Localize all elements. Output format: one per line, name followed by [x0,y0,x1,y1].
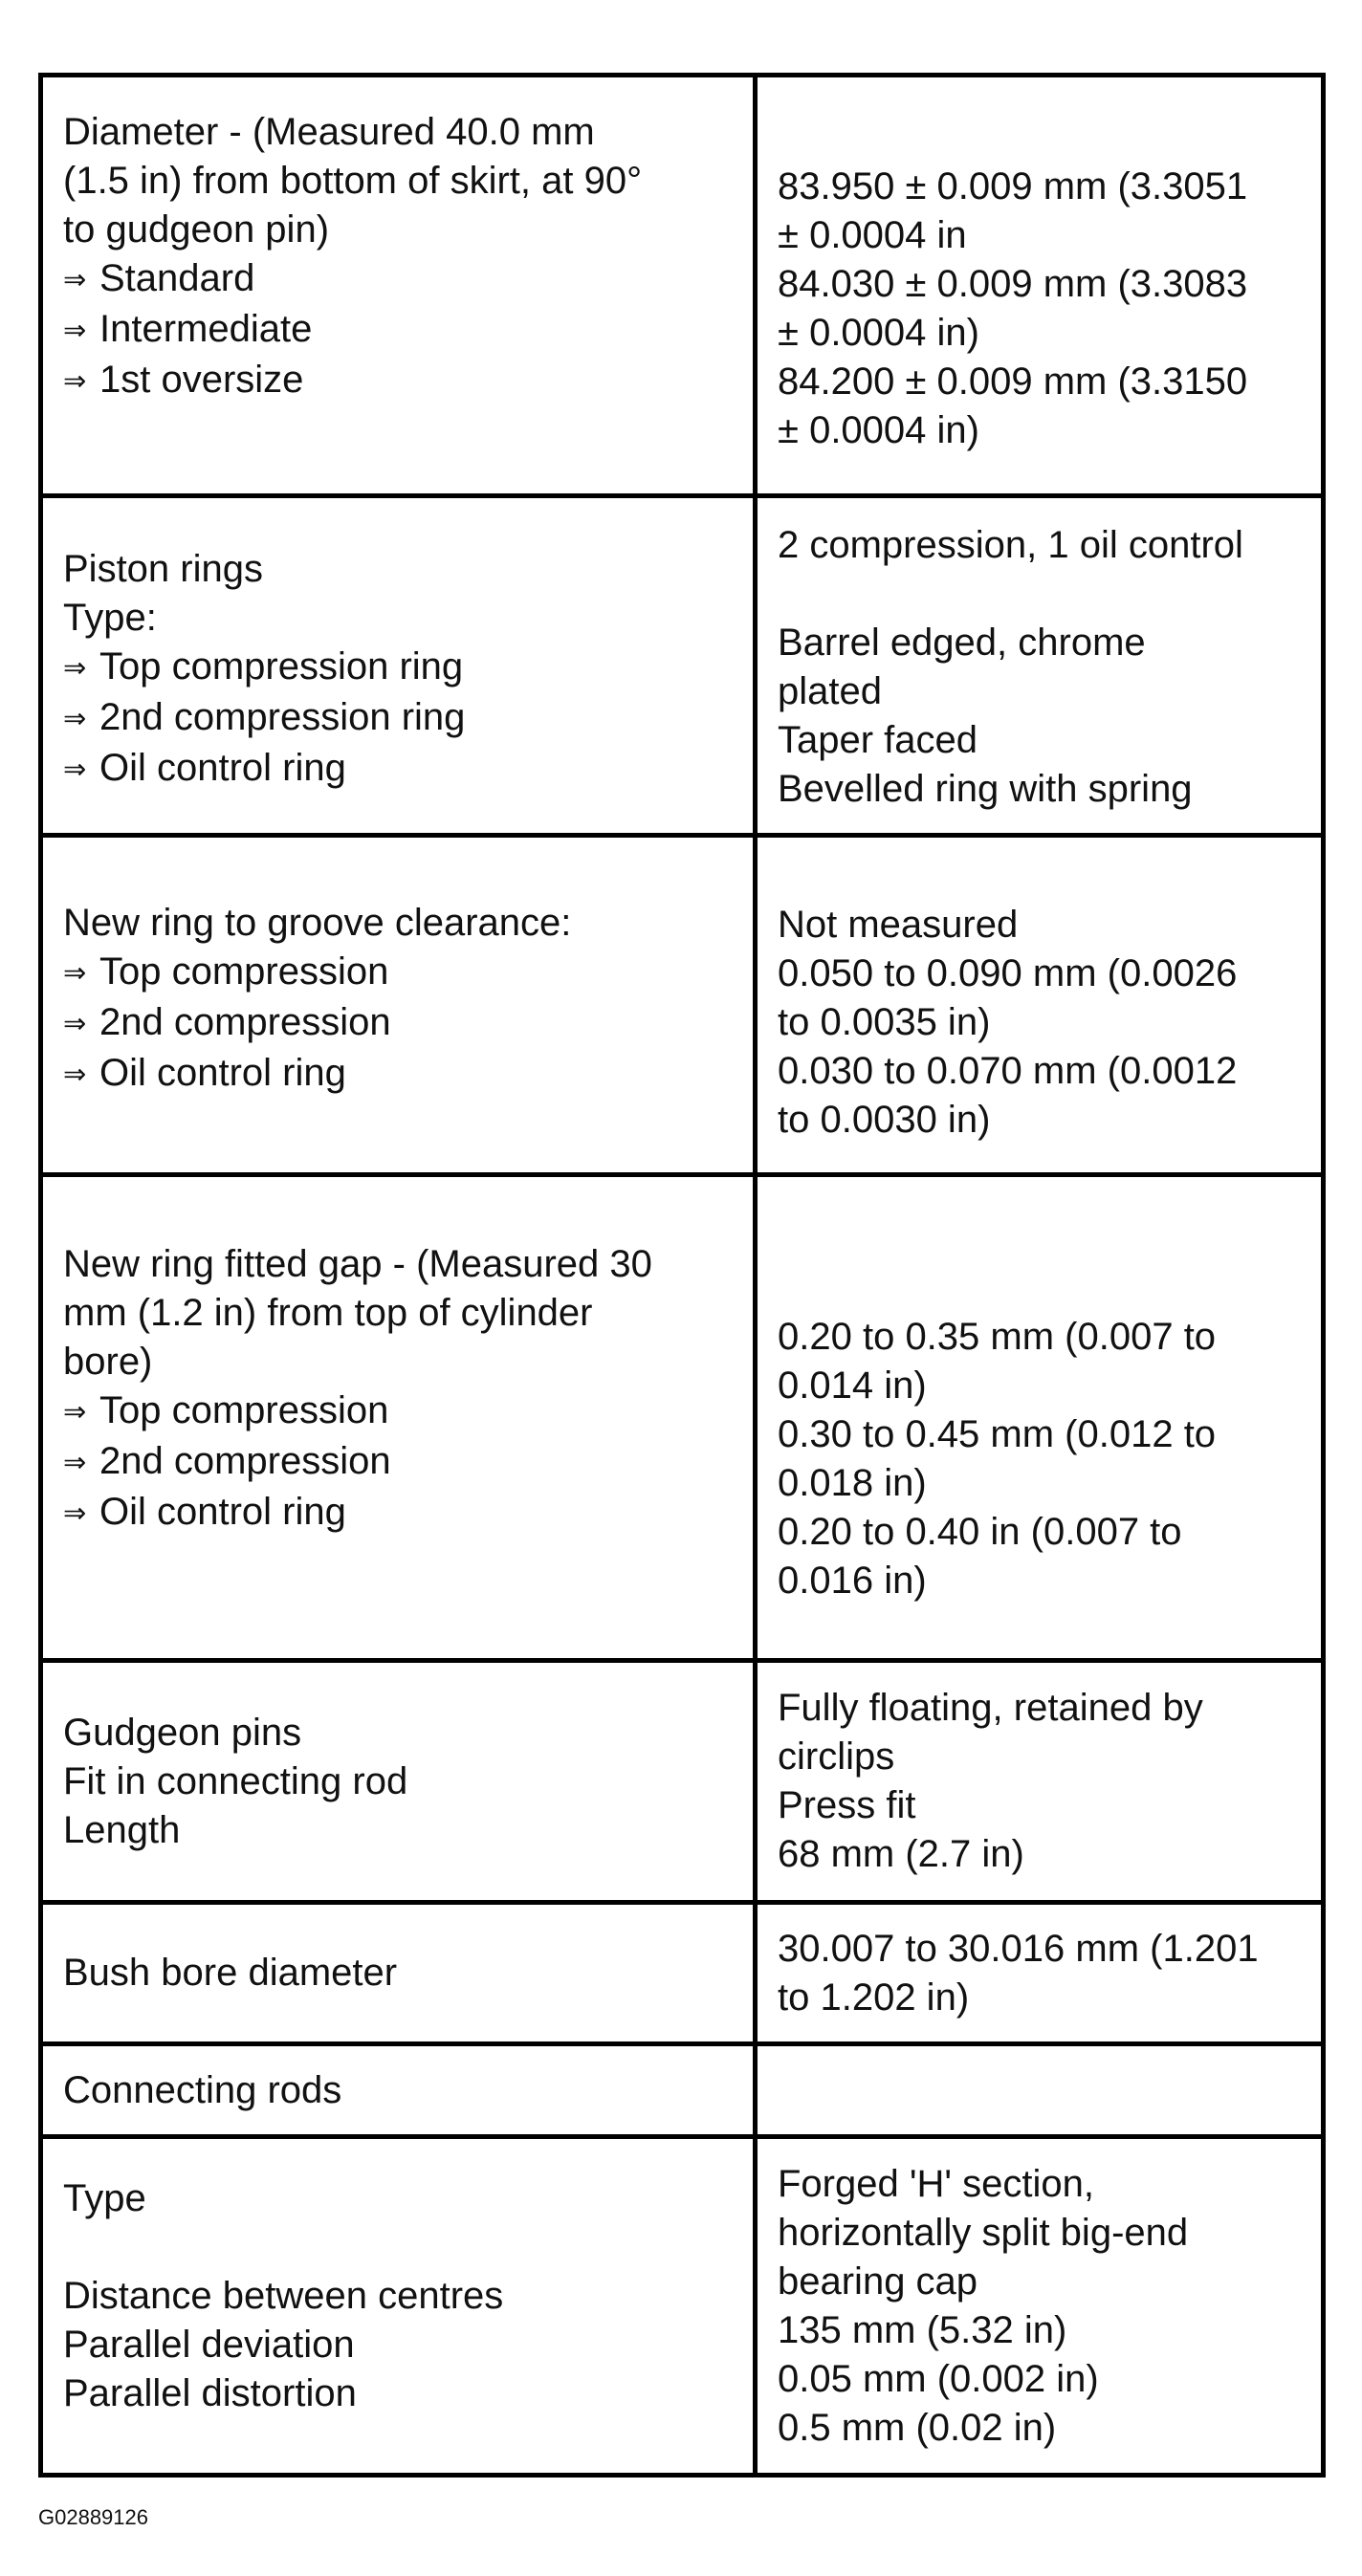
line-text: to 0.0030 in) [778,1098,991,1141]
value-line [778,950,1302,998]
line-text: to 0.0035 in) [778,1000,991,1043]
row-label-cell [41,1903,756,2044]
line-text: Bush bore diameter [63,1952,398,1994]
row-label-cell [41,836,756,1175]
value-line [778,1781,1302,1830]
table-row-piston-rings [41,496,1324,836]
value-line [778,1733,1302,1781]
row-label-cell [41,1661,756,1903]
value-line [778,1047,1302,1096]
row-label-cell [41,2044,756,2137]
value-line [778,2258,1302,2306]
line-text: mm (1.2 in) from top of cylinder [63,1291,593,1334]
line-text: Press fit [778,1784,916,1826]
line-text: Piston rings [63,547,263,590]
value-line [778,1410,1302,1459]
specification-table-body [41,76,1324,2476]
value-line [778,901,1302,950]
value-line [778,2160,1302,2209]
line-text: Parallel distortion [63,2372,357,2414]
line-text: Standard [99,256,255,299]
value-line [778,1459,1302,1508]
label-line [63,998,734,1049]
label-line [63,693,734,744]
line-text: Type [63,2177,146,2219]
line-text: Diameter - (Measured 40.0 mm [63,110,595,153]
label-line [63,254,734,305]
line-text: bearing cap [778,2259,978,2303]
double-arrow-icon: ⇒ [63,365,87,397]
figure-code: G02889126 [38,2505,148,2529]
label-line [63,1386,734,1437]
value-line [778,2355,1302,2404]
line-text: 2nd compression [99,1439,391,1482]
row-label-cell [41,496,756,836]
row-label-cell [41,2137,756,2476]
value-line [778,765,1302,814]
label-line [63,305,734,356]
label-line [63,1709,734,1757]
line-text: Oil control ring [99,1490,346,1533]
line-text: New ring to groove clearance: [63,902,572,944]
line-text: Top compression ring [99,644,464,688]
line-text: 2nd compression ring [99,695,466,738]
value-line [778,1830,1302,1879]
label-line [63,1240,734,1289]
label-line [63,1338,734,1386]
row-label-cell [41,1175,756,1661]
label-line [63,1488,734,1539]
value-line [778,309,1302,358]
label-line [63,1757,734,1806]
value-line [778,1684,1302,1733]
label-line [63,1049,734,1100]
row-value-cell [756,496,1324,836]
label-line [63,2369,734,2418]
line-text: 84.200 ± 0.009 mm (3.3150 [778,360,1248,403]
line-text: Barrel edged, chrome [778,622,1146,664]
line-text: Top compression [99,950,389,993]
line-text: Not measured [778,903,1019,946]
label-line [63,1289,734,1338]
line-text: Parallel deviation [63,2324,355,2366]
line-text: 0.20 to 0.40 in (0.007 to [778,1510,1182,1553]
label-line [63,356,734,406]
value-line [778,2209,1302,2258]
label-line [63,899,734,948]
label-line [63,157,734,206]
table-row-connecting-rod-type [41,2137,1324,2476]
value-line [778,619,1302,667]
line-text: Connecting rods [63,2068,342,2111]
value-line [778,1974,1302,2022]
line-text: Bevelled ring with spring [778,768,1193,810]
double-arrow-icon: ⇒ [63,264,87,295]
label-line [63,744,734,795]
double-arrow-icon: ⇒ [63,958,87,989]
line-text: circlips [778,1736,895,1778]
line-text: 30.007 to 30.016 mm (1.201 [778,1927,1259,1970]
double-arrow-icon: ⇒ [63,1447,87,1478]
row-value-cell [756,1175,1324,1661]
line-text: to gudgeon pin) [63,207,330,251]
value-line [778,2404,1302,2453]
value-line [778,998,1302,1047]
row-value-cell [756,1903,1324,2044]
line-text: horizontally split big-end [778,2211,1189,2254]
line-text: to 1.202 in) [778,1976,970,2019]
value-line [778,358,1302,406]
line-text: 68 mm (2.7 in) [778,1833,1024,1875]
line-text: 0.5 mm (0.02 in) [778,2406,1057,2449]
line-text: Forged 'H' section, [778,2162,1094,2205]
line-text: 0.30 to 0.45 mm (0.012 to [778,1412,1217,1455]
value-line [778,1096,1302,1145]
value-line [778,716,1302,765]
line-text: ± 0.0004 in) [778,408,979,451]
row-value-cell [756,1661,1324,1903]
line-text: Oil control ring [99,746,346,789]
label-line [63,948,734,998]
label-line [63,206,734,254]
value-line [778,1362,1302,1410]
table-row-bush-bore-diameter [41,1903,1324,2044]
line-text: New ring fitted gap - (Measured 30 [63,1242,652,1285]
row-value-cell [756,2044,1324,2137]
value-line [778,1313,1302,1362]
line-text: 1st oversize [99,358,304,401]
row-value-cell [756,76,1324,496]
value-line [778,163,1302,211]
double-arrow-icon: ⇒ [63,703,87,734]
line-text: Type: [63,596,157,639]
line-text: plated [778,670,882,712]
line-text: Intermediate [99,307,313,350]
line-text: 2nd compression [99,1001,391,1043]
line-text: 0.014 in) [778,1364,927,1407]
line-text: 84.030 ± 0.009 mm (3.3083 [778,262,1248,305]
line-text: 135 mm (5.32 in) [778,2308,1067,2351]
line-text: Fit in connecting rod [63,1759,408,1802]
label-line [63,594,734,643]
label-line [63,545,734,594]
label-line [63,108,734,157]
double-arrow-icon: ⇒ [63,1396,87,1428]
value-line [778,211,1302,260]
table-row-ring-groove-clearance [41,836,1324,1175]
value-line [778,1508,1302,1557]
line-text: 0.05 mm (0.002 in) [778,2357,1099,2400]
table-row-gudgeon-pins [41,1661,1324,1903]
line-text: 0.018 in) [778,1461,927,1504]
value-line [778,570,1302,619]
label-line [63,2174,734,2223]
label-line [63,643,734,693]
line-text: 0.050 to 0.090 mm (0.0026 [778,951,1238,994]
value-line [778,406,1302,455]
line-text: 83.950 ± 0.009 mm (3.3051 [778,164,1248,207]
double-arrow-icon: ⇒ [63,1059,87,1090]
line-text: 0.030 to 0.070 mm (0.0012 [778,1049,1238,1092]
line-text: 2 compression, 1 oil control [778,524,1243,566]
line-text: ± 0.0004 in) [778,311,979,354]
double-arrow-icon: ⇒ [63,753,87,785]
value-line [778,667,1302,716]
double-arrow-icon: ⇒ [63,1497,87,1529]
line-text: Gudgeon pins [63,1711,302,1754]
table-row-ring-fitted-gap [41,1175,1324,1661]
line-text: Oil control ring [99,1052,346,1094]
table-row-piston-diameter [41,76,1324,496]
double-arrow-icon: ⇒ [63,652,87,684]
row-value-cell [756,2137,1324,2476]
line-text: 0.016 in) [778,1559,927,1602]
label-line [63,2223,734,2272]
value-line [778,1557,1302,1605]
label-line [63,2066,734,2115]
line-text: (1.5 in) from bottom of skirt, at 90° [63,159,643,202]
line-text: ± 0.0004 in [778,213,967,256]
value-line [778,260,1302,309]
value-line [778,1925,1302,1974]
value-line [778,521,1302,570]
line-text: Length [63,1808,181,1851]
specification-table [38,73,1326,2478]
line-text: bore) [63,1340,153,1383]
label-line [63,2272,734,2321]
row-label-cell [41,76,756,496]
value-line [778,2306,1302,2355]
label-line [63,1437,734,1488]
table-row-connecting-rods [41,2044,1324,2137]
line-text: Top compression [99,1388,389,1431]
line-text: Taper faced [778,719,978,761]
row-value-cell [756,836,1324,1175]
label-line [63,2321,734,2369]
double-arrow-icon: ⇒ [63,1009,87,1039]
double-arrow-icon: ⇒ [63,315,87,346]
line-text: Fully floating, retained by [778,1687,1203,1729]
line-text: 0.20 to 0.35 mm (0.007 to [778,1315,1217,1358]
label-line [63,1806,734,1855]
label-line [63,1949,734,1997]
line-text: Distance between centres [63,2275,504,2317]
